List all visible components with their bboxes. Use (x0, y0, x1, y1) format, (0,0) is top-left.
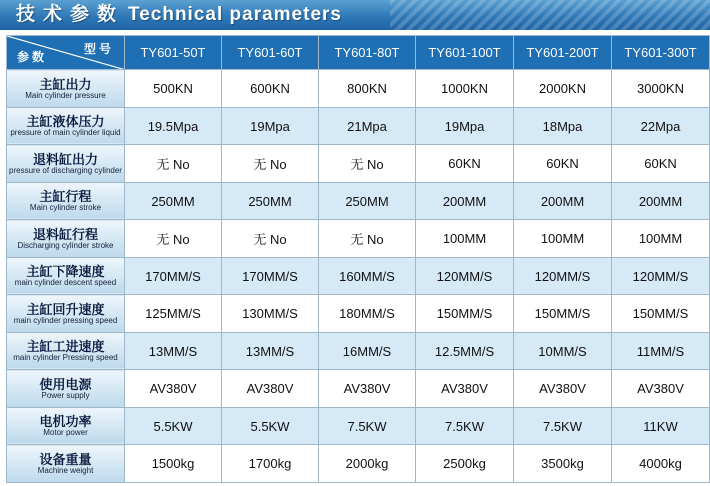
value-cell: 250MM (125, 182, 222, 220)
value-cell: 无 No (222, 220, 319, 258)
value-cell: 60KN (612, 145, 710, 183)
value-cell: AV380V (514, 370, 612, 408)
value-cell: 5.5KW (222, 407, 319, 445)
value-cell: 150MM/S (514, 295, 612, 333)
model-header-cell: TY601-200T (514, 36, 612, 70)
parameter-label-cell (7, 182, 125, 220)
value-cell: AV380V (612, 370, 710, 408)
value-cell: 21Mpa (319, 107, 416, 145)
value-cell: 2000KN (514, 70, 612, 108)
model-header-cell: TY601-300T (612, 36, 710, 70)
value-cell: 60KN (514, 145, 612, 183)
table-row (7, 295, 710, 333)
parameter-label-cell (7, 145, 125, 183)
value-cell: 19Mpa (416, 107, 514, 145)
parameter-label-en: main cylinder Pressing speed (13, 353, 118, 363)
parameter-label-cn: 使用电源 (39, 376, 92, 392)
value-cell: 13MM/S (125, 332, 222, 370)
value-cell: 600KN (222, 70, 319, 108)
parameter-label-cell (7, 295, 125, 333)
parameter-label-en: pressure of main cylinder liquid (10, 128, 121, 138)
parameter-label-cn: 退料缸行程 (32, 226, 98, 242)
value-cell: 4000kg (612, 445, 710, 483)
value-cell: AV380V (125, 370, 222, 408)
corner-label-parameter: 参数 (17, 50, 48, 65)
value-cell: 18Mpa (514, 107, 612, 145)
value-cell: 150MM/S (416, 295, 514, 333)
parameter-label-cell (7, 257, 125, 295)
value-cell: 19.5Mpa (125, 107, 222, 145)
parameters-table (6, 35, 710, 483)
parameter-label-cn: 主缸出力 (39, 76, 92, 92)
value-cell: 5.5KW (125, 407, 222, 445)
parameter-label-cn: 主缸下降速度 (26, 264, 105, 280)
value-cell: 13MM/S (222, 332, 319, 370)
value-cell: 7.5KW (416, 407, 514, 445)
parameter-label-cell (7, 107, 125, 145)
value-cell: 100MM (416, 220, 514, 258)
value-cell: 16MM/S (319, 332, 416, 370)
value-cell: 3500kg (514, 445, 612, 483)
value-cell: 180MM/S (319, 295, 416, 333)
value-cell: 170MM/S (125, 257, 222, 295)
table-row (7, 257, 710, 295)
parameter-label-en: pressure of discharging cylinder (9, 165, 122, 175)
value-cell: 无 No (319, 220, 416, 258)
value-cell: 无 No (222, 145, 319, 183)
parameter-label-en: main cylinder descent speed (14, 278, 117, 288)
value-cell: 100MM (514, 220, 612, 258)
parameter-label-en: Discharging cylinder stroke (17, 240, 114, 250)
value-cell: 250MM (319, 182, 416, 220)
parameter-label-cn: 电机功率 (39, 414, 92, 430)
title-bar (0, 0, 710, 30)
value-cell: AV380V (222, 370, 319, 408)
value-cell: 500KN (125, 70, 222, 108)
table-row (7, 107, 710, 145)
model-header-cell: TY601-60T (222, 36, 319, 70)
value-cell: 200MM (416, 182, 514, 220)
value-cell: 3000KN (612, 70, 710, 108)
value-cell: 1500kg (125, 445, 222, 483)
value-cell: 200MM (514, 182, 612, 220)
value-cell: 1700kg (222, 445, 319, 483)
table-row (7, 182, 710, 220)
value-cell: 125MM/S (125, 295, 222, 333)
table-row (7, 370, 710, 408)
value-cell: 800KN (319, 70, 416, 108)
value-cell: AV380V (319, 370, 416, 408)
parameter-label-cell (7, 70, 125, 108)
value-cell: 2500kg (416, 445, 514, 483)
value-cell: 2000kg (319, 445, 416, 483)
value-cell: 200MM (612, 182, 710, 220)
parameter-label-cell (7, 370, 125, 408)
table-row (7, 220, 710, 258)
page-title-cn: 技术参数 (16, 4, 125, 25)
model-header-cell: TY601-50T (125, 36, 222, 70)
value-cell: 120MM/S (514, 257, 612, 295)
parameter-label-en: Motor power (43, 428, 88, 438)
parameter-label-cell (7, 445, 125, 483)
parameter-label-cn: 主缸工进速度 (26, 339, 105, 355)
parameters-table-body (7, 36, 710, 483)
parameter-label-cell (7, 407, 125, 445)
value-cell: 100MM (612, 220, 710, 258)
table-row (7, 145, 710, 183)
value-cell: 250MM (222, 182, 319, 220)
table-row (7, 407, 710, 445)
value-cell: 10MM/S (514, 332, 612, 370)
value-cell: 12.5MM/S (416, 332, 514, 370)
value-cell: 7.5KW (514, 407, 612, 445)
header-row (7, 36, 710, 70)
table-row (7, 70, 710, 108)
parameter-label-cn: 主缸回升速度 (26, 301, 105, 317)
parameter-label-en: Main cylinder pressure (25, 90, 106, 100)
parameter-label-en: main cylinder pressing speed (13, 315, 118, 325)
title-bar-stripes (390, 0, 710, 30)
parameter-label-cell (7, 220, 125, 258)
model-header-cell: TY601-100T (416, 36, 514, 70)
parameter-label-cn: 主缸液体压力 (26, 114, 105, 130)
header-corner-cell (7, 36, 125, 70)
value-cell: 7.5KW (319, 407, 416, 445)
value-cell: 22Mpa (612, 107, 710, 145)
value-cell: 无 No (319, 145, 416, 183)
page-title (16, 4, 342, 26)
parameter-label-cn: 设备重量 (39, 451, 92, 467)
model-header-cell: TY601-80T (319, 36, 416, 70)
value-cell: 120MM/S (416, 257, 514, 295)
parameter-label-cell (7, 332, 125, 370)
parameter-label-en: Machine weight (37, 465, 94, 475)
value-cell: 160MM/S (319, 257, 416, 295)
value-cell: 无 No (125, 220, 222, 258)
table-row (7, 445, 710, 483)
corner-label-model: 型号 (83, 42, 114, 56)
value-cell: 130MM/S (222, 295, 319, 333)
value-cell: 无 No (125, 145, 222, 183)
table-row (7, 332, 710, 370)
parameter-label-cn: 主缸行程 (39, 189, 92, 205)
parameter-label-en: Power supply (41, 390, 90, 400)
parameter-label-cn: 退料缸出力 (32, 151, 98, 167)
value-cell: 120MM/S (612, 257, 710, 295)
value-cell: 11KW (612, 407, 710, 445)
value-cell: 1000KN (416, 70, 514, 108)
value-cell: 150MM/S (612, 295, 710, 333)
value-cell: 170MM/S (222, 257, 319, 295)
value-cell: 19Mpa (222, 107, 319, 145)
value-cell: AV380V (416, 370, 514, 408)
parameter-label-en: Main cylinder stroke (29, 203, 102, 213)
value-cell: 11MM/S (612, 332, 710, 370)
value-cell: 60KN (416, 145, 514, 183)
page-title-en: Technical parameters (128, 4, 342, 25)
